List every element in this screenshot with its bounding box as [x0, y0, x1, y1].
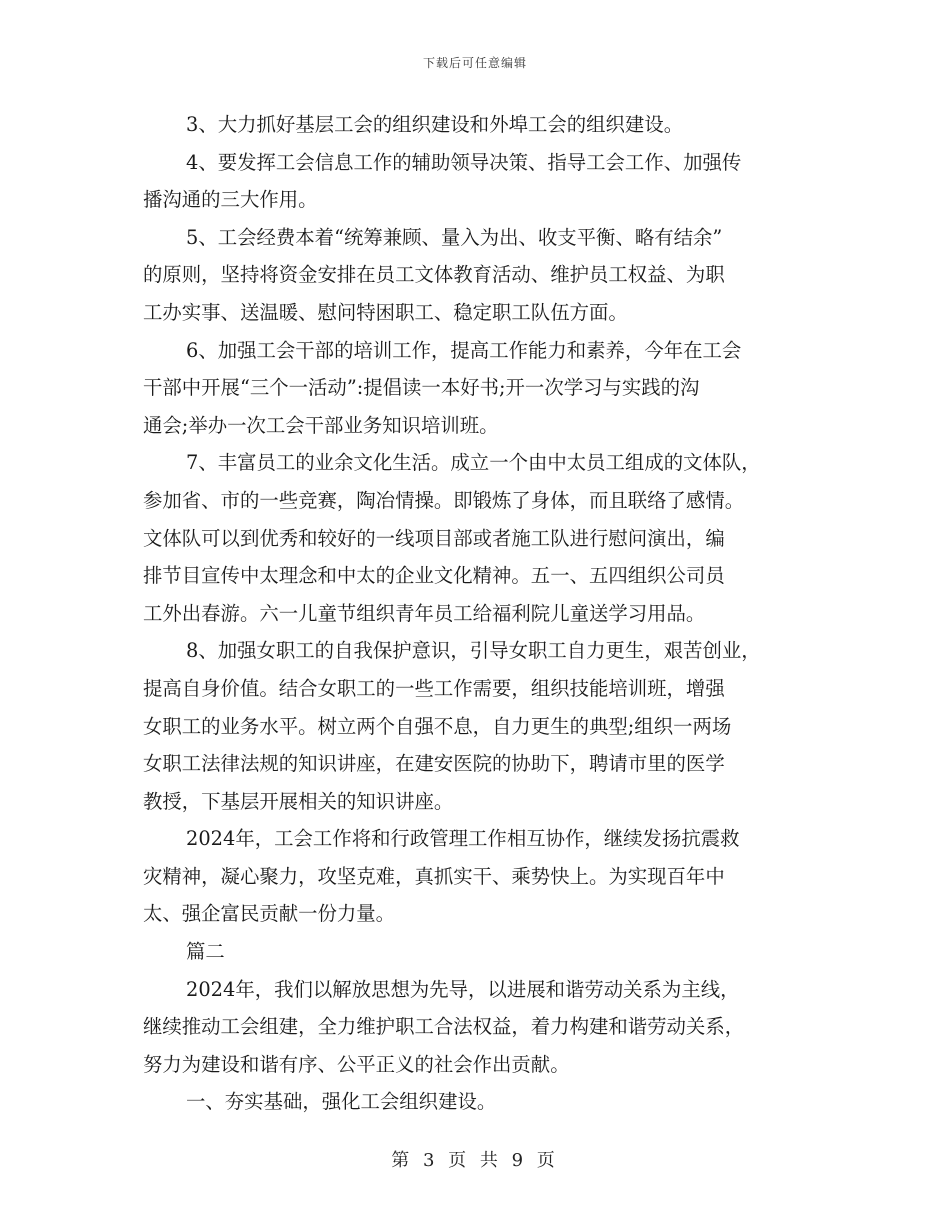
text-line: 参加省、市的一些竞赛，陶冶情操。即锻炼了身体，而且联络了感情。: [143, 488, 745, 512]
subsection-heading: [143, 1083, 807, 1121]
text-line: 篇二: [186, 940, 225, 964]
text-line: 文体队可以到优秀和较好的一线项目部或者施工队进行慰问演出，编: [143, 526, 725, 550]
text-line: 8、加强女职工的自我保护意识，引导女职工自力更生，艰苦创业，: [186, 639, 761, 663]
paragraph-item-7: [143, 444, 807, 632]
document-body: [143, 106, 807, 1121]
paragraph-item-3: [143, 106, 807, 144]
text-line: 努力为建设和谐有序、公平正义的社会作出贡献。: [143, 1052, 570, 1076]
section-heading: [143, 933, 807, 971]
text-line: 3、大力抓好基层工会的组织建设和外埠工会的组织建设。: [186, 113, 684, 136]
paragraph-summary: [143, 820, 807, 933]
text-line: 干部中开展“三个一活动”:提倡读一本好书;开一次学习与实践的沟: [143, 376, 700, 400]
paragraph-intro: [143, 971, 807, 1084]
text-line: 工外出春游。六一儿童节组织青年员工给福利院儿童送学习用品。: [143, 601, 706, 625]
text-line: 女职工的业务水平。树立两个自强不息，自力更生的典型;组织一两场: [143, 714, 732, 738]
page-number: 第 3 页 共 9 页: [391, 1150, 559, 1171]
text-line: 通会;举办一次工会干部业务知识培训班。: [143, 413, 499, 437]
paragraph-item-6: [143, 332, 807, 445]
paragraph-item-8: [143, 632, 807, 820]
text-line: 工办实事、送温暖、慰问特困职工、稳定职工队伍方面。: [143, 300, 628, 324]
paragraph-item-4: [143, 144, 807, 219]
text-line: 2024年，我们以解放思想为先导，以进展和谐劳动关系为主线，: [186, 977, 740, 1001]
page-header: 下载后可任意编辑: [422, 56, 527, 70]
paragraph-item-5: [143, 219, 807, 332]
text-line: 2024年，工会工作将和行政管理工作相互协作，继续发扬抗震救: [186, 827, 740, 851]
text-line: 4、要发挥工会信息工作的辅助领导决策、指导工会工作、加强传: [186, 150, 742, 174]
text-line: 播沟通的三大作用。: [143, 188, 318, 212]
text-line: 女职工法律法规的知识讲座，在建安医院的协助下，聘请市里的医学: [143, 752, 725, 776]
text-line: 5、工会经费本着“统筹兼顾、量入为出、收支平衡、略有结余”: [186, 225, 723, 249]
text-line: 灾精神，凝心聚力，攻坚克难，真抓实干、乘势快上。为实现百年中: [143, 864, 725, 888]
text-line: 的原则，坚持将资金安排在员工文体教育活动、维护员工权益、为职: [143, 263, 725, 287]
text-line: 一、夯实基础，强化工会组织建设。: [186, 1090, 497, 1114]
text-line: 继续推动工会组建，全力维护职工合法权益，着力构建和谐劳动关系，: [143, 1015, 745, 1039]
text-line: 教授，下基层开展相关的知识讲座。: [143, 789, 454, 813]
text-line: 太、强企富民贡献一份力量。: [143, 902, 396, 926]
text-line: 7、丰富员工的业余文化生活。成立一个由中太员工组成的文体队，: [186, 451, 761, 475]
text-line: 6、加强工会干部的培训工作，提高工作能力和素养，今年在工会: [186, 338, 742, 362]
text-line: 提高自身价值。结合女职工的一些工作需要，组织技能培训班，增强: [143, 676, 725, 700]
text-line: 排节目宣传中太理念和中太的企业文化精神。五一、五四组织公司员: [143, 564, 725, 588]
